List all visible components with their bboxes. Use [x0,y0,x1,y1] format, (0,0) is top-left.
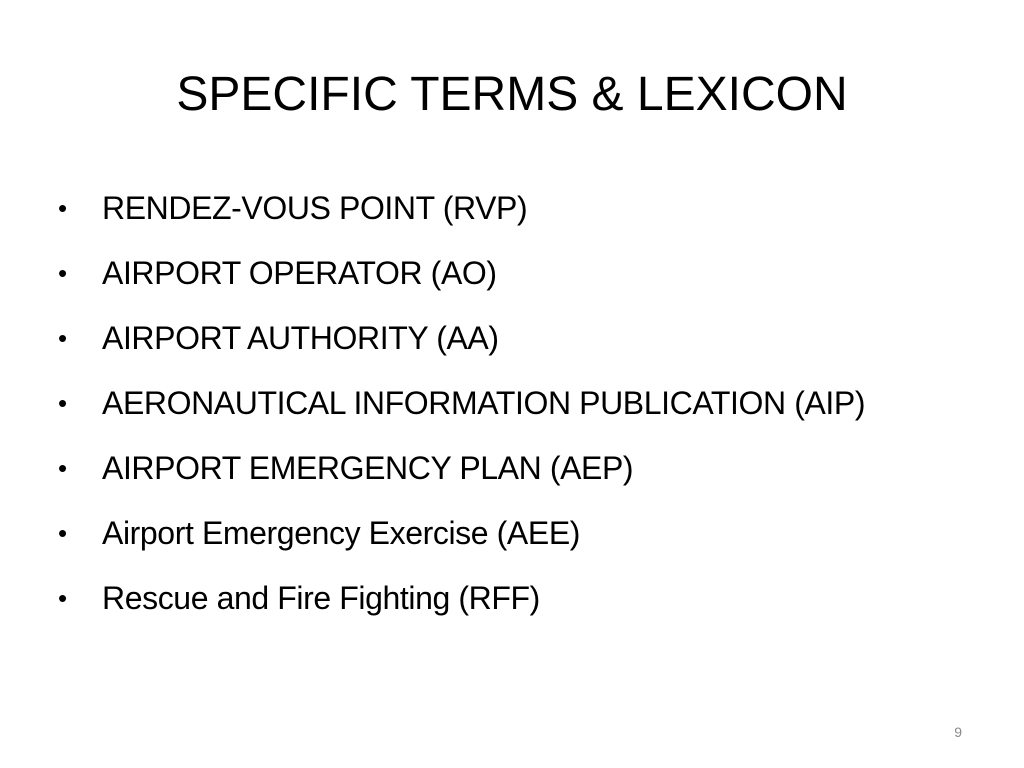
list-item-text: Rescue and Fire Fighting (RFF) [102,580,540,616]
list-item-text: Airport Emergency Exercise (AEE) [102,515,581,551]
page-number: 9 [954,724,962,740]
list-item [58,383,958,423]
list-item-text: AIRPORT EMERGENCY PLAN (AEP) [102,450,634,486]
bullet-icon: • [58,258,68,288]
bullet-icon: • [58,388,68,418]
bullet-icon: • [58,518,68,548]
list-item [58,448,958,488]
list-item [58,578,958,618]
list-item-text: AIRPORT AUTHORITY (AA) [102,320,499,356]
list-item [58,318,958,358]
bullet-icon: • [58,323,68,353]
list-item [58,253,958,293]
bullet-icon: • [58,583,68,613]
list-item-text: RENDEZ-VOUS POINT (RVP) [102,190,528,226]
bullet-icon: • [58,193,68,223]
bullet-icon: • [58,453,68,483]
list-item-text: AERONAUTICAL INFORMATION PUBLICATION (AIP) [102,385,866,421]
list-item [58,513,958,553]
bullet-list [58,188,958,643]
slide-title: SPECIFIC TERMS & LEXICON [176,68,848,121]
list-item [58,188,958,228]
list-item-text: AIRPORT OPERATOR (AO) [102,255,497,291]
